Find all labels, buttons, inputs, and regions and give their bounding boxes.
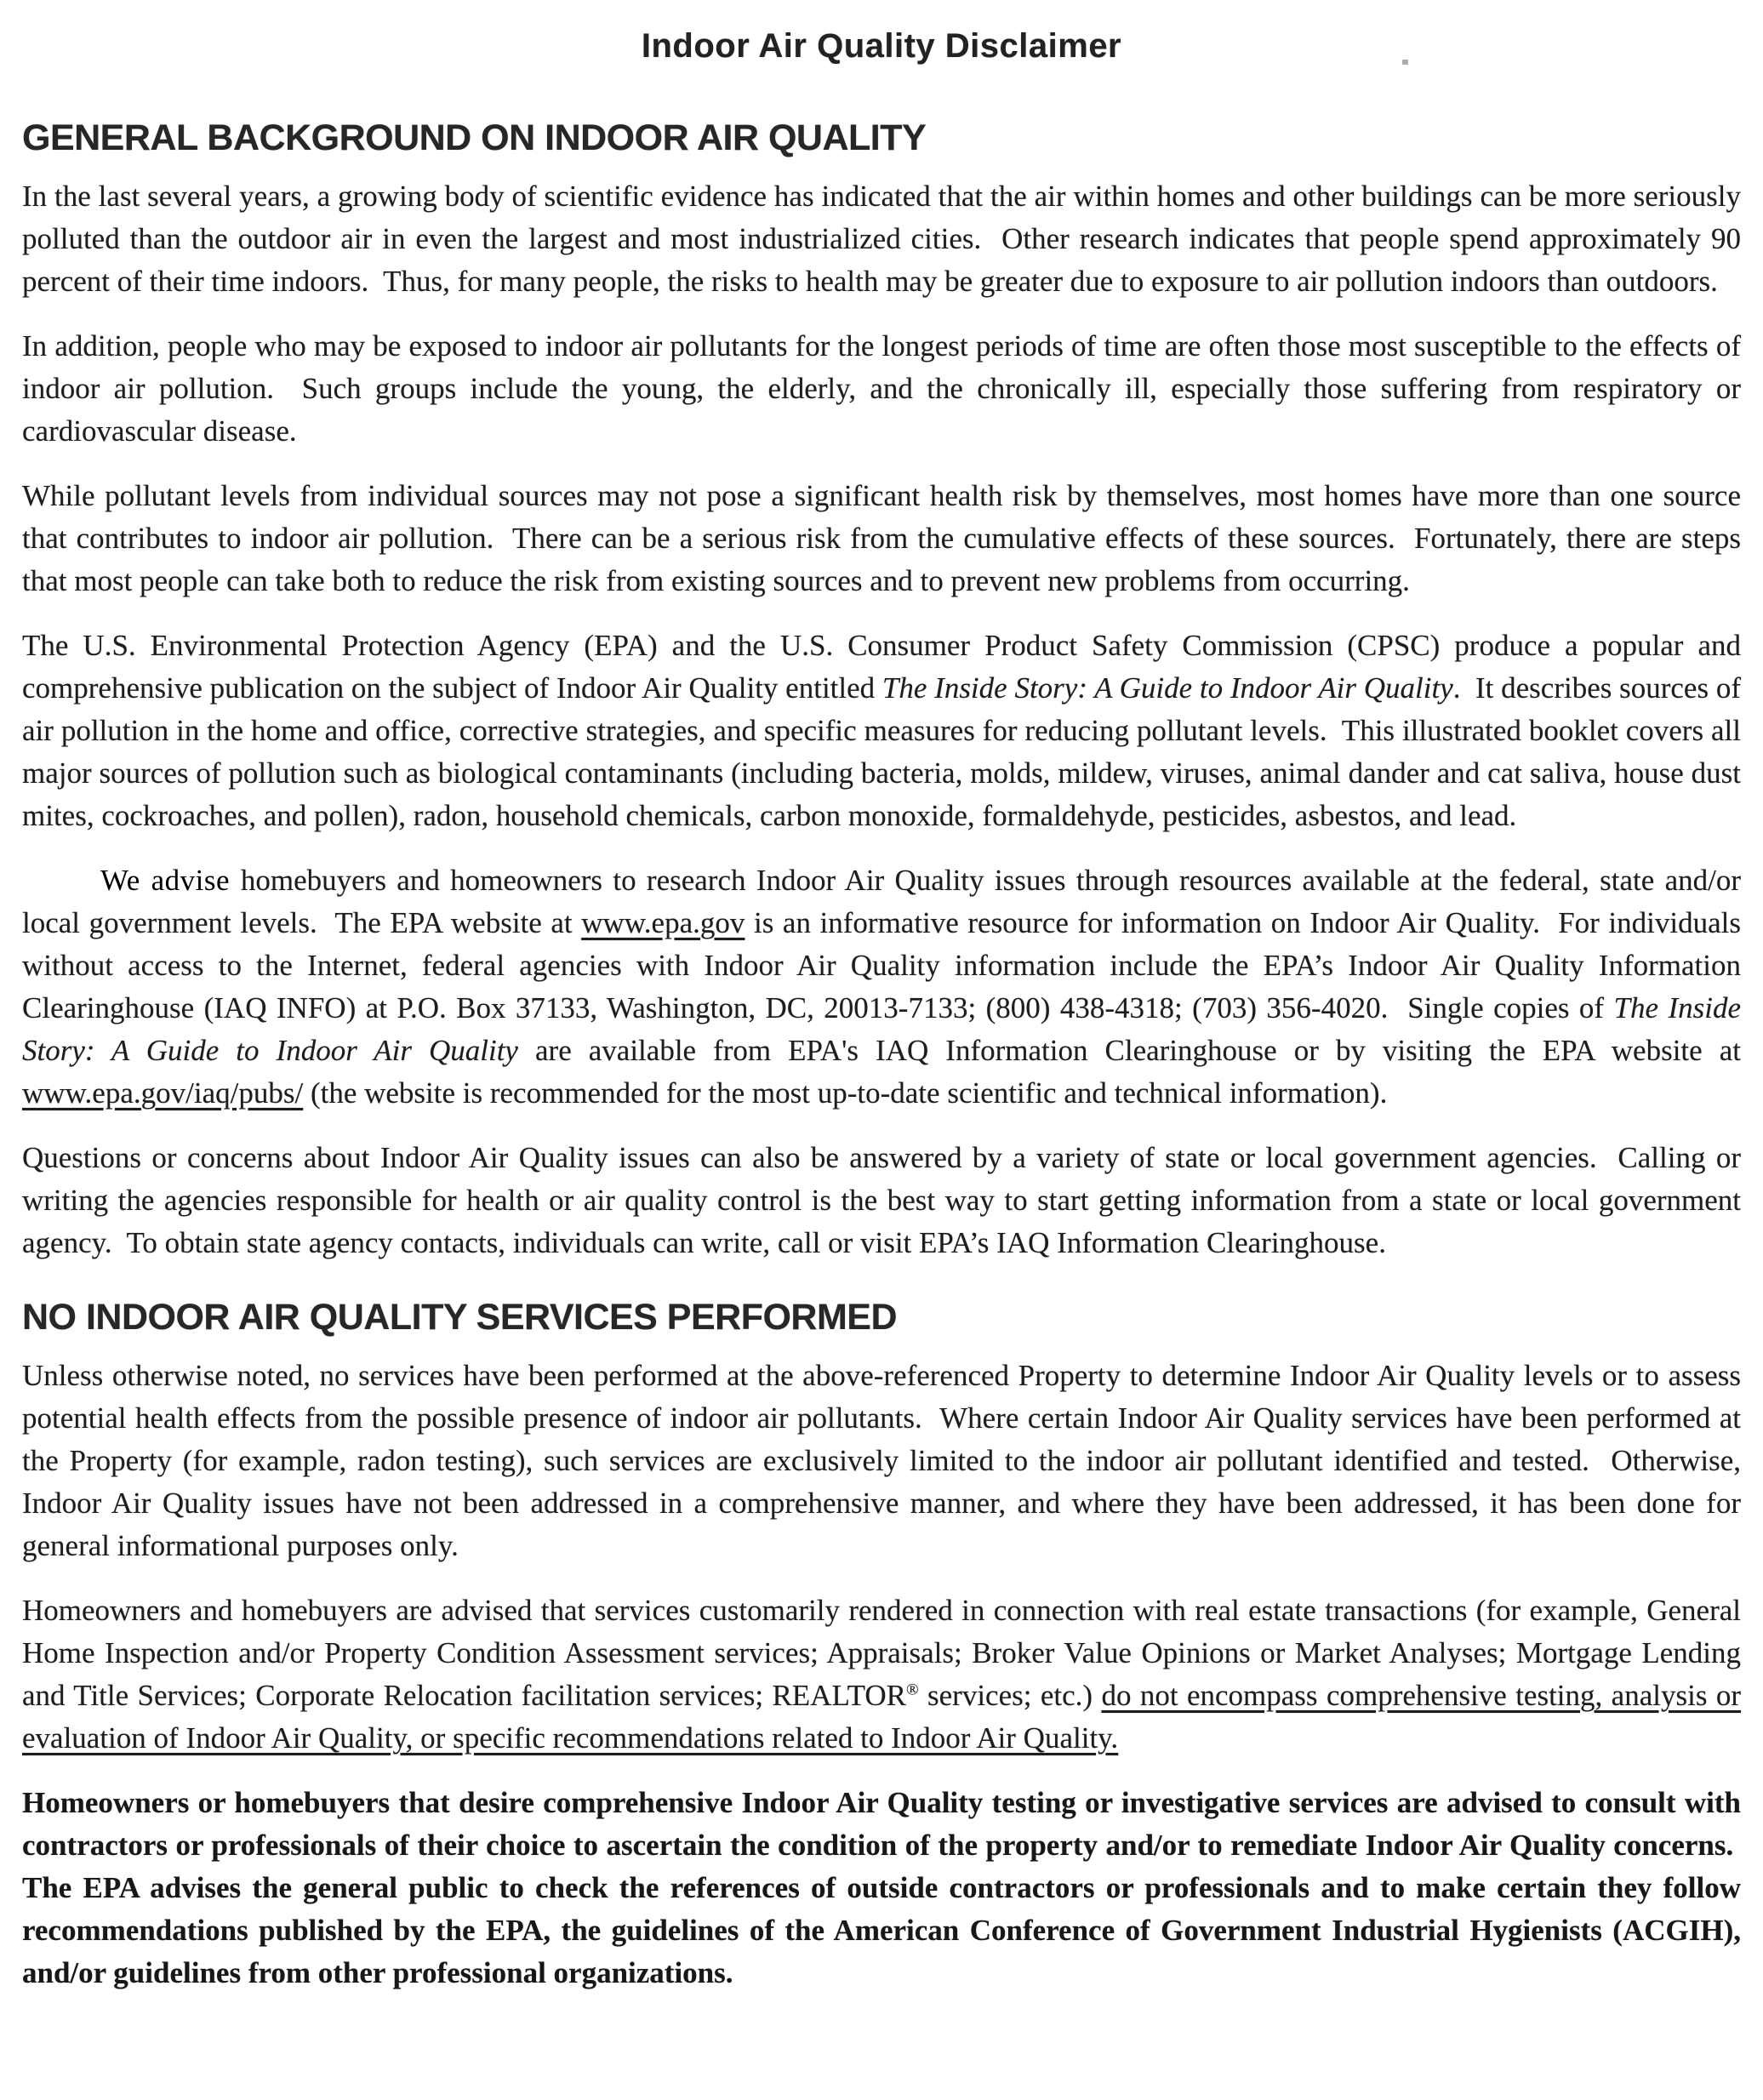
underlined-phrase: do not encompass comprehensive testing, analysis or evaluation of Indoor Air Quality, or specific recommendations related to Indoor Air Quality.	[22, 1679, 1741, 1755]
underlined-phrase: www.epa.gov	[581, 906, 745, 939]
text-run: Homeowners and homebuyers are advised that services customarily rendered in connection with real estate transactions (for example, General Home Inspection and/or Property Condition Assessment services; Appraisals; Broker Value Opinions or Market Analyses; Mortgage Lending and Title Services; Corporate Relocation facilitation services; REALTOR	[22, 1594, 1741, 1712]
text-run: is an informative resource for information on Indoor Air Quality. For individuals without access to the Internet, federal agencies with Indoor Air Quality information include the EPA’s Indoor Air Quality Information Clearinghouse (IAQ INFO) at P.O. Box 37133, Washington, DC, 20013-7133; (800) 438-4318; (703) 356-4020. Single copies of	[22, 906, 1741, 1024]
paragraph	[22, 1782, 1741, 1994]
text-run: In addition, people who may be exposed to indoor air pollutants for the longest periods of time are often those most susceptible to the effects of indoor air pollution. Such groups include the young, the elderly, and the chronically ill, especially those suffering from respiratory or cardiovascular disease.	[22, 329, 1741, 448]
text-run: . It describes sources of air pollution in the home and office, corrective strategies, and specific measures for reducing pollutant levels. This illustrated booklet covers all major sources of pollution such as biological contaminants (including bacteria, molds, mildew, viruses, animal dander and cat saliva, house dust mites, cockroaches, and pollen), radon, household chemicals, carbon monoxide, formaldehyde, pesticides, asbestos, and lead.	[22, 671, 1741, 832]
document-title: Indoor Air Quality Disclaimer	[641, 27, 1122, 65]
inserted-text: We advise	[100, 864, 241, 897]
paragraph	[22, 859, 1741, 1115]
text-run: homebuyers and homeowners to research Indoor Air Quality issues through resources available at the federal, state and/or local government levels. The EPA website at	[22, 864, 1742, 939]
publication-title: The Inside Story: A Guide to Indoor Air Quality	[882, 671, 1453, 705]
paragraph	[22, 325, 1741, 453]
text-run: services; etc.)	[918, 1679, 1102, 1712]
text-run: are available from EPA's IAQ Information Clearinghouse or by visiting the EPA website at	[517, 1034, 1741, 1067]
paragraph	[22, 625, 1741, 837]
paragraph	[22, 1137, 1741, 1264]
text-run: Unless otherwise noted, no services have been performed at the above-referenced Property to determine Indoor Air Quality levels or to assess potential health effects from the possible presence of indoor air pollutants. Where certain Indoor Air Quality services have been performed at the Property (for example, radon testing), such services are exclusively limited to the indoor air pollutant identified and tested. Otherwise, Indoor Air Quality issues have not been addressed in a comprehensive manner, and where they have been addressed, it has been done for general informational purposes only.	[22, 1359, 1741, 1562]
registered-mark: ®	[905, 1681, 919, 1699]
underlined-phrase: www.epa.gov/iaq/pubs/	[22, 1076, 304, 1110]
section-heading: GENERAL BACKGROUND ON INDOOR AIR QUALITY	[22, 117, 927, 158]
text-run: In the last several years, a growing body of scientific evidence has indicated that the air within homes and other buildings can be more seriously polluted than the outdoor air in even the largest and most industrialized cities. Other research indicates that people spend approximately 90 percent of their time indoors. Thus, for many people, the risks to health may be greater due to exposure to air pollution indoors than outdoors.	[22, 180, 1741, 298]
scan-artifact-speck	[1402, 60, 1408, 65]
text-run: Homeowners or homebuyers that desire comprehensive Indoor Air Quality testing or investigative services are advised to consult with contractors or professionals of their choice to ascertain the condition of the property and/or to remediate Indoor Air Quality concerns. The EPA advises the general public to check the references of outside contractors or professionals and to make certain they follow recommendations published by the EPA, the guidelines of the American Conference of Government Industrial Hygienists (ACGIH), and/or guidelines from other professional organizations.	[22, 1786, 1741, 1989]
text-run: While pollutant levels from individual sources may not pose a significant health risk by themselves, most homes have more than one source that contributes to indoor air pollution. There can be a serious risk from the cumulative effects of these sources. Fortunately, there are steps that most people can take both to reduce the risk from existing sources and to prevent new problems from occurring.	[22, 479, 1741, 597]
text-run: Questions or concerns about Indoor Air Quality issues can also be answered by a variety of state or local government agencies. Calling or writing the agencies responsible for health or air quality control is the best way to start getting information from a state or local government agency. To obtain state agency contacts, individuals can write, call or visit EPA’s IAQ Information Clearinghouse.	[22, 1141, 1741, 1259]
text-run: The U.S. Environmental Protection Agency (EPA) and the U.S. Consumer Product Safety Commission (CPSC) produce a popular and comprehensive publication on the subject of Indoor Air Quality entitled	[22, 629, 1741, 705]
paragraph	[22, 475, 1741, 602]
text-run: (the website is recommended for the most up-to-date scientific and technical information).	[303, 1076, 1388, 1110]
publication-title: The Inside Story: A Guide to Indoor Air Quality	[22, 991, 1741, 1067]
document-sections	[22, 117, 1741, 1994]
paragraph	[22, 175, 1741, 303]
section-heading: NO INDOOR AIR QUALITY SERVICES PERFORMED	[22, 1297, 898, 1338]
paragraph	[22, 1589, 1741, 1760]
paragraph	[22, 1355, 1741, 1567]
